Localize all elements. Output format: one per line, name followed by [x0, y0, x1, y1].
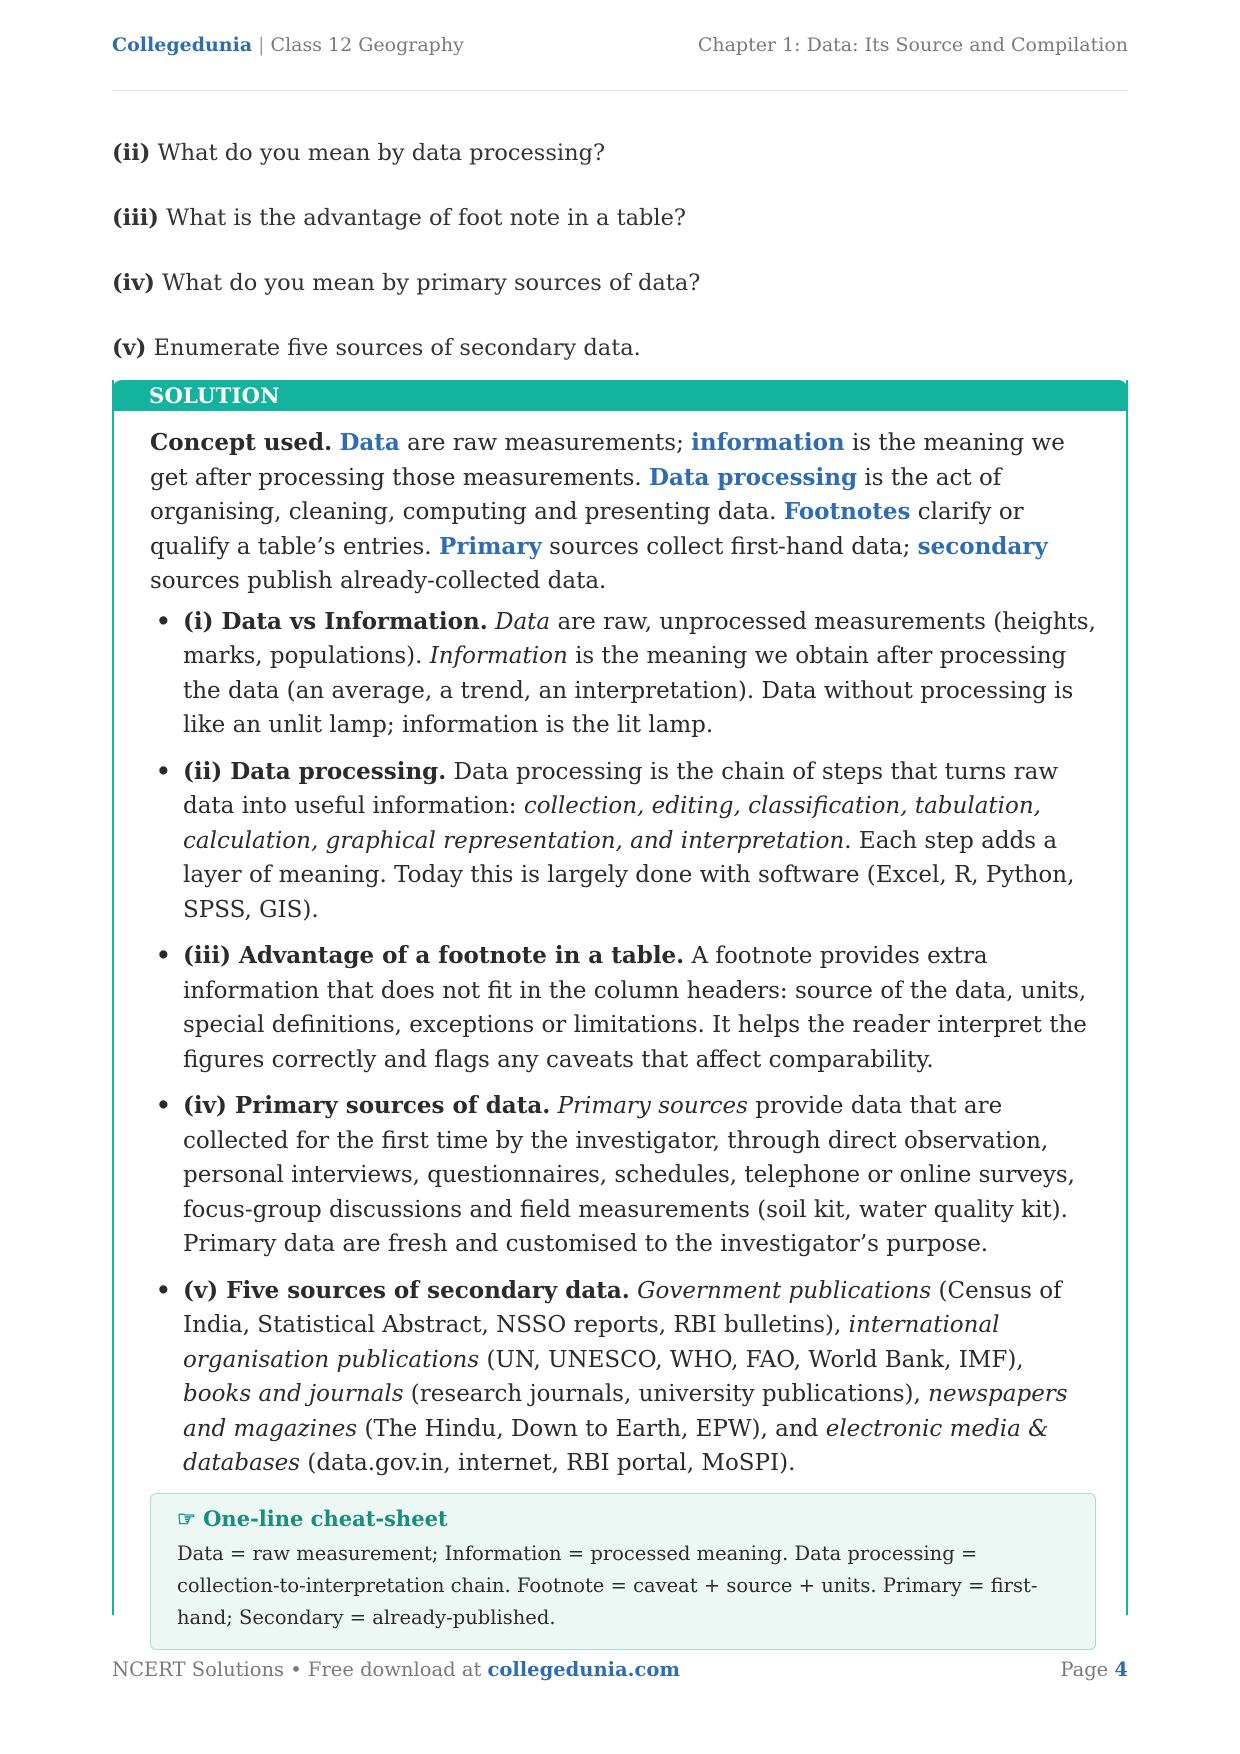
footer-text: NCERT Solutions • Free download at — [112, 1658, 488, 1681]
solution-box — [112, 380, 1128, 1629]
page-footer — [112, 1658, 1128, 1681]
answer-text: are raw, unprocessed measurements (heights, marks, populations). — [183, 608, 1096, 669]
solution-header: SOLUTION — [112, 380, 1128, 411]
question-text: What is the advantage of foot note in a table? — [166, 205, 686, 231]
header-separator: | — [258, 34, 265, 56]
page-header — [112, 34, 1128, 91]
bullet-icon: • — [156, 942, 171, 969]
answer-text: (Census of India, Statistical Abstract, NSSO reports, RBI bulletins), — [183, 1277, 1062, 1338]
cheat-sheet-title-text: One-line cheat-sheet — [203, 1505, 448, 1531]
answer-text: (UN, UNESCO, WHO, FAO, World Bank, IMF), — [479, 1346, 1024, 1373]
bullet-icon: • — [156, 607, 171, 635]
cheat-sheet-box — [150, 1493, 1096, 1650]
footer-link[interactable]: collegedunia.com — [487, 1658, 680, 1681]
answer-text: (research journals, university publications), — [403, 1381, 929, 1407]
pointing-hand-icon: ☞ — [177, 1505, 196, 1531]
bullet-icon: • — [156, 1276, 171, 1304]
answer-item — [150, 1089, 1096, 1262]
question-text: What do you mean by primary sources of data? — [162, 270, 701, 296]
question-item — [112, 333, 1128, 363]
solution-body — [150, 426, 1096, 1650]
question-list — [112, 138, 1128, 398]
answer-text: Data processing is the chain of steps that turns raw data into useful information: — [183, 758, 1059, 819]
cheat-sheet-text: Data = raw measurement; Information = processed meaning. Data processing = collection-to-interpretation chain. Footnote = caveat + source + units. Primary = first-hand; Secondary = already-published. — [177, 1541, 1038, 1629]
keyword-data-processing: Data processing — [649, 463, 858, 491]
bullet-icon: • — [156, 1092, 171, 1119]
emphasis-text: international organisation publications — [183, 1312, 1000, 1373]
cheat-sheet-title — [177, 1504, 1069, 1534]
emphasis-text: books and journals — [183, 1381, 404, 1407]
footer-left — [112, 1658, 680, 1681]
concept-paragraph — [150, 426, 1096, 599]
answer-text: (data.gov.in, internet, RBI portal, MoSPI). — [300, 1450, 796, 1476]
answer-title: (iv) Primary sources of data. — [183, 1092, 551, 1119]
keyword-secondary: secondary — [917, 532, 1048, 560]
question-number: (iii) — [112, 205, 159, 231]
question-item — [112, 203, 1128, 233]
concept-text: clarify or qualify a table’s entries. — [150, 499, 1024, 560]
answer-item — [150, 605, 1096, 743]
concept-text: is the act of organising, cleaning, computing and presenting data. — [150, 464, 1002, 525]
emphasis-text: Primary sources — [557, 1093, 748, 1119]
question-text: What do you mean by data processing? — [157, 140, 606, 166]
page-label: Page — [1060, 1658, 1115, 1681]
answer-text: (The Hindu, Down to Earth, EPW), and — [357, 1415, 826, 1442]
page-num: 4 — [1114, 1658, 1128, 1681]
answer-text: . Each step adds a layer of meaning. Today this is largely done with software (Excel, R, Python, SPSS, GIS). — [183, 827, 1075, 923]
answer-title: (i) Data vs Information. — [183, 607, 488, 635]
emphasis-text: electronic media & databases — [183, 1415, 1049, 1476]
answer-title: (iii) Advantage of a footnote in a table. — [183, 942, 685, 969]
answer-item — [150, 1274, 1096, 1481]
concept-text: are raw measurements; — [399, 430, 692, 456]
emphasis-text: Information — [429, 643, 568, 669]
header-left — [112, 34, 464, 56]
question-item — [112, 138, 1128, 168]
question-item — [112, 268, 1128, 298]
question-text: Enumerate five sources of secondary data. — [153, 335, 641, 361]
keyword-primary: Primary — [438, 532, 542, 560]
answer-title: (v) Five sources of secondary data. — [183, 1276, 630, 1304]
keyword-footnotes: Footnotes — [783, 498, 911, 525]
emphasis-text: Data — [495, 608, 551, 635]
answer-list — [150, 605, 1096, 1481]
concept-text: is the meaning we get after processing those measurements. — [150, 430, 1065, 491]
keyword-data: Data — [339, 429, 400, 456]
brand-name: Collegedunia — [112, 34, 253, 56]
answer-title: (ii) Data processing. — [183, 757, 447, 785]
emphasis-text: Government publications — [637, 1277, 932, 1304]
emphasis-text: collection, editing, classification, tabulation, calculation, graphical representation, and interpretation — [183, 793, 1041, 854]
concept-text: sources publish already-collected data. — [150, 568, 607, 594]
page-number — [1060, 1658, 1128, 1681]
question-number: (ii) — [112, 140, 151, 166]
concept-text: sources collect first-hand data; — [541, 533, 918, 560]
answer-item — [150, 939, 1096, 1077]
chapter-title: Chapter 1: Data: Its Source and Compilation — [697, 34, 1128, 56]
question-number: (iv) — [112, 270, 155, 296]
class-label: Class 12 Geography — [270, 34, 464, 56]
concept-lead: Concept used. — [150, 429, 333, 456]
answer-item — [150, 755, 1096, 928]
emphasis-text: newspapers and magazines — [183, 1381, 1068, 1442]
bullet-icon: • — [156, 757, 171, 785]
keyword-information: information — [691, 429, 845, 456]
answer-text: provide data that are collected for the first time by the investigator, through direct observation, personal interviews, questionnaires, schedules, telephone or online surveys, focus-group discussions and field measurements (soil kit, water quality kit). Primary data are fresh and customised to the investigator’s purpose. — [183, 1093, 1075, 1257]
answer-text: A footnote provides extra information that does not fit in the column headers: source of the data, units, special definitions, exceptions or limitations. It helps the reader interpret the figures correctly and flags any caveats that affect comparability. — [183, 943, 1087, 1073]
answer-text: is the meaning we obtain after processing the data (an average, a trend, an interpretation). Data without processing is like an unlit lamp; information is the lit lamp. — [183, 643, 1074, 738]
question-number: (v) — [112, 335, 147, 361]
